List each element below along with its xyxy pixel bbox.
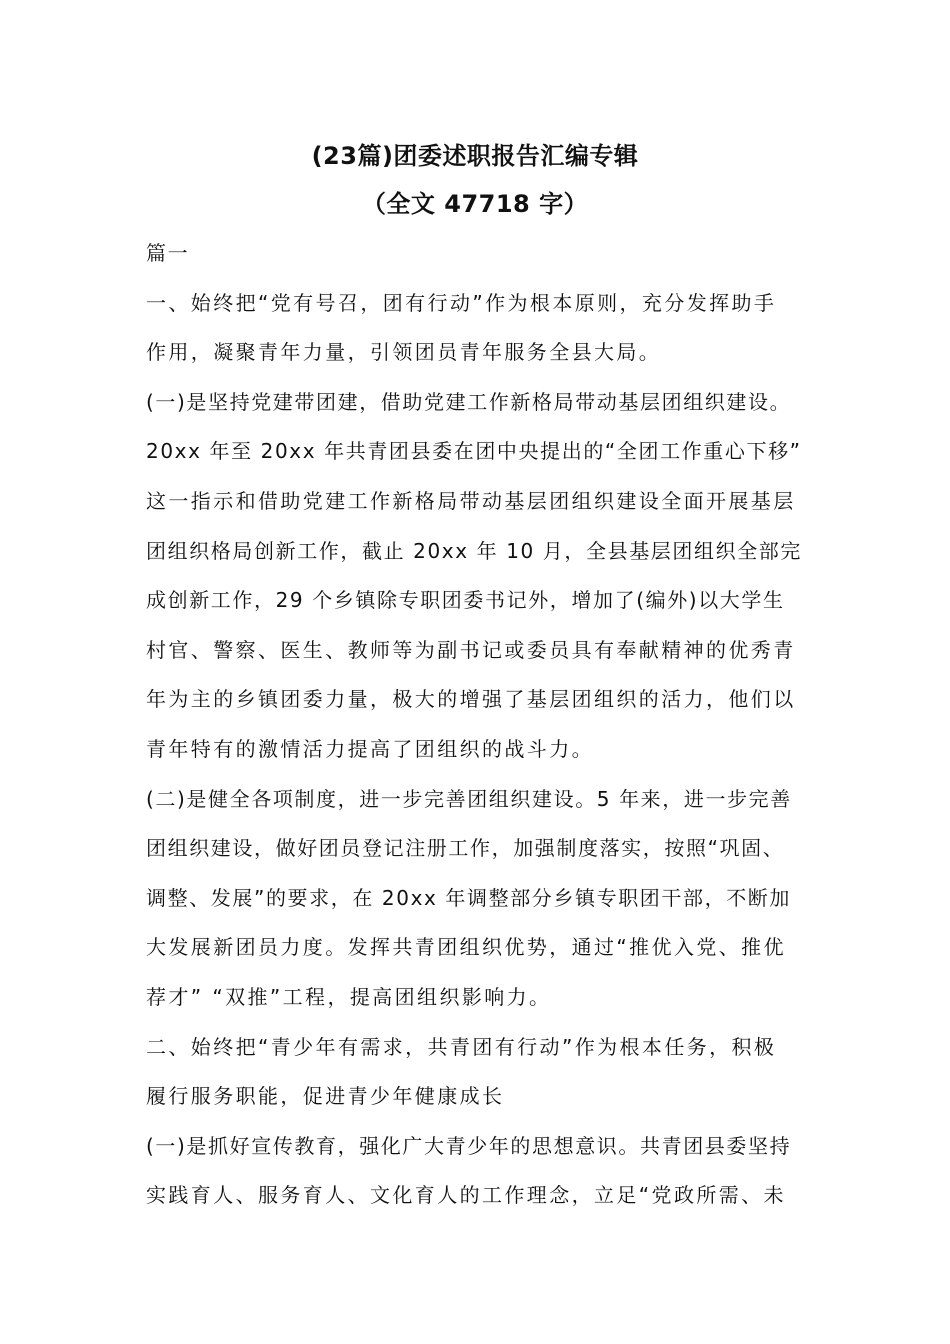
paragraph-line: 作用，凝聚青年力量，引领团员青年服务全县大局。 (146, 340, 662, 365)
document-body (146, 229, 836, 1221)
document-title: (23篇)团委述职报告汇编专辑 (311, 142, 639, 170)
paragraph-line: 村官、警察、医生、教师等为副书记或委员具有奉献精神的优秀青 (146, 637, 796, 662)
paragraph-line: 大发展新团员力度。发挥共青团组织优势，通过“推优入党、推优 (146, 935, 786, 960)
paragraph-line: 青年特有的激情活力提高了团组织的战斗力。 (146, 736, 594, 761)
paragraph-line: 成创新工作，29 个乡镇除专职团委书记外，增加了(编外)以大学生 (146, 588, 785, 613)
paragraph-line: 这一指示和借助党建工作新格局带动基层团组织建设全面开展基层 (146, 488, 796, 513)
paragraph-line: 调整、发展”的要求，在 20xx 年调整部分乡镇专职团干部，不断加 (146, 885, 791, 910)
paragraph-line: 一、始终把“党有号召，团有行动”作为根本原则，充分发挥助手 (146, 290, 777, 315)
paragraph-line: 20xx 年至 20xx 年共青团县委在团中央提出的“全团工作重心下移” (146, 439, 802, 464)
paragraph-line: 年为主的乡镇团委力量，极大的增强了基层团组织的活力，他们以 (146, 687, 796, 712)
paragraph-line: 团组织建设，做好团员登记注册工作，加强制度落实，按照“巩固、 (146, 836, 785, 861)
paragraph-line: (一)是坚持党建带团建，借助党建工作新格局带动基层团组织建设。 (146, 389, 792, 414)
paragraph-line: 实践育人、服务育人、文化育人的工作理念，立足“党政所需、未 (146, 1183, 786, 1208)
paragraph-line: 二、始终把“青少年有需求，共青团有行动”作为根本任务，积极 (146, 1034, 777, 1059)
document-subtitle: （全文 47718 字） (361, 190, 589, 218)
paragraph-line: (一)是抓好宣传教育，强化广大青少年的思想意识。共青团县委坚持 (146, 1133, 792, 1158)
paragraph-line: 荐才” “双推”工程，提高团组织影响力。 (146, 984, 552, 1009)
paragraph-line: (二)是健全各项制度，进一步完善团组织建设。5 年来，进一步完善 (146, 786, 792, 811)
section-heading: 篇一 (146, 241, 190, 265)
paragraph-line: 履行服务职能，促进青少年健康成长 (146, 1084, 505, 1109)
paragraph-line: 团组织格局创新工作，截止 20xx 年 10 月，全县基层团组织全部完 (146, 538, 802, 563)
